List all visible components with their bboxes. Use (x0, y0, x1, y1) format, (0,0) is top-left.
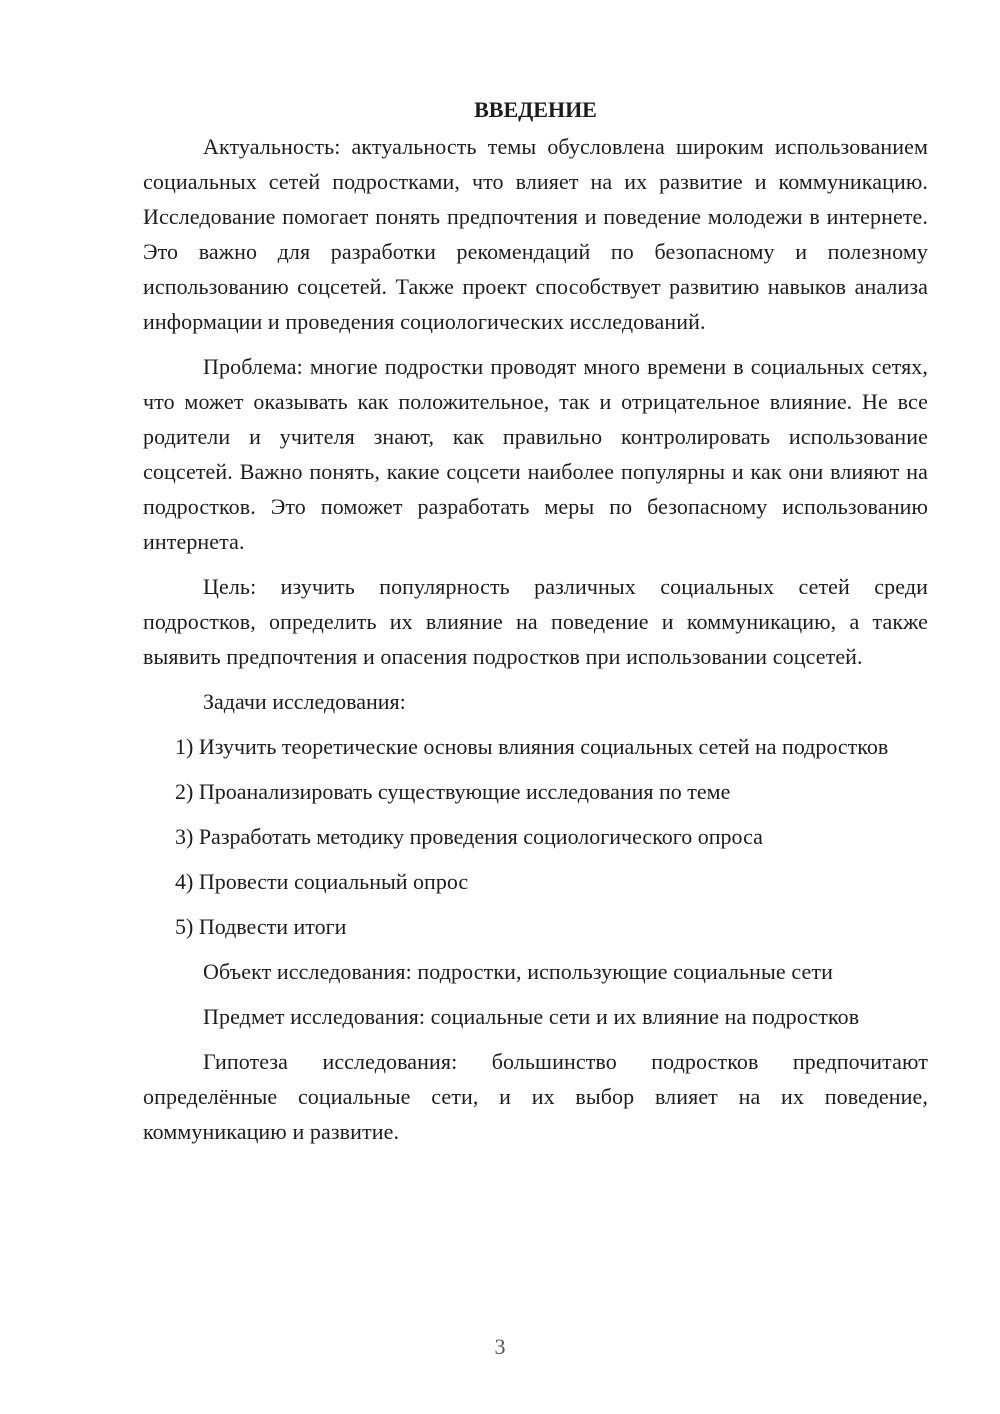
task-item: 3) Разработать методику проведения социологического опроса (175, 824, 763, 849)
task-item: 2) Проанализировать существующие исследования по теме (175, 779, 731, 804)
page-content (143, 92, 928, 1159)
relevance-paragraph: Актуальность: актуальность темы обусловлена широким использованием социальных сетей подростками, что влияет на их развитие и коммуникацию. Исследование помогает понять предпочтения и поведение молодежи в интернете. Это важно для разработки рекомендаций по безопасному и полезному использованию соцсетей. Также проект способствует развитию навыков анализа информации и проведения социологических исследований. (143, 134, 928, 334)
problem-paragraph: Проблема: многие подростки проводят много времени в социальных сетях, что может оказывать как положительное, так и отрицательное влияние. Не все родители и учителя знают, как правильно контролировать использование соцсетей. Важно понять, какие соцсети наиболее популярны и как они влияют на подростков. Это поможет разработать меры по безопасному использованию интернета. (143, 354, 928, 554)
subject-paragraph: Предмет исследования: социальные сети и их влияние на подростков (203, 1004, 860, 1029)
hypothesis-paragraph: Гипотеза исследования: большинство подростков предпочитают определённые социальные сети, и их выбор влияет на их поведение, коммуникацию и развитие. (143, 1049, 928, 1144)
page-title: ВВЕДЕНИЕ (474, 97, 597, 122)
object-paragraph: Объект исследования: подростки, использующие социальные сети (203, 959, 833, 984)
task-item: 5) Подвести итоги (175, 914, 347, 939)
page-number: 3 (494, 1334, 506, 1359)
task-item: 1) Изучить теоретические основы влияния социальных сетей на подростков (175, 734, 889, 759)
goal-paragraph: Цель: изучить популярность различных социальных сетей среди подростков, определить их влияние на поведение и коммуникацию, а также выявить предпочтения и опасения подростков при использовании соцсетей. (143, 574, 928, 669)
tasks-heading: Задачи исследования: (203, 689, 406, 714)
task-item: 4) Провести социальный опрос (175, 869, 469, 894)
tasks-list (143, 729, 928, 944)
